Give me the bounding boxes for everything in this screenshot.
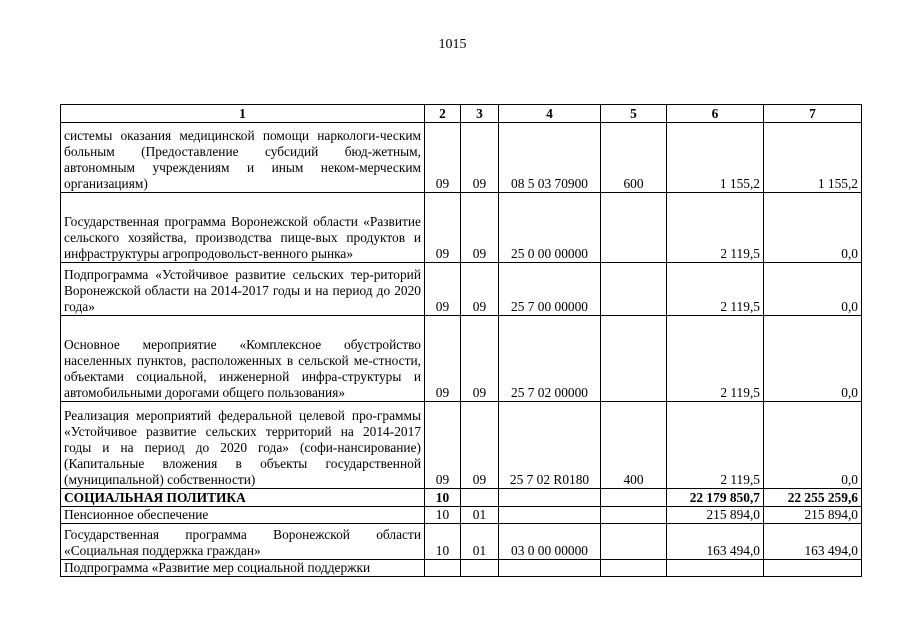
cell-amount-6: 163 494,0 [667, 524, 764, 560]
cell-target-article: 03 0 00 00000 [499, 524, 601, 560]
cell-section: 10 [425, 489, 461, 507]
cell-expense-type: 400 [601, 402, 667, 489]
cell-section: 09 [425, 193, 461, 263]
cell-amount-6: 22 179 850,7 [667, 489, 764, 507]
cell-expense-type [601, 193, 667, 263]
cell-section: 09 [425, 123, 461, 193]
cell-amount-6: 2 119,5 [667, 193, 764, 263]
cell-section: 09 [425, 263, 461, 316]
cell-subsection [461, 560, 499, 577]
column-header: 1 [61, 105, 425, 123]
row-name: Государственная программа Воронежской области «Развитие сельского хозяйства, производства пище-вых продуктов и инфраструктуры агропродовольст-венного рынка» [61, 193, 425, 263]
cell-amount-7: 215 894,0 [764, 507, 862, 524]
column-header: 6 [667, 105, 764, 123]
table-row [61, 123, 862, 193]
cell-target-article: 25 7 00 00000 [499, 263, 601, 316]
cell-section [425, 560, 461, 577]
row-name: Подпрограмма «Устойчивое развитие сельских тер-риторий Воронежской области на 2014-2017 годы и на период до 2020 года» [61, 263, 425, 316]
cell-expense-type [601, 507, 667, 524]
cell-amount-6: 1 155,2 [667, 123, 764, 193]
cell-target-article: 25 7 02 R0180 [499, 402, 601, 489]
cell-subsection: 09 [461, 193, 499, 263]
cell-target-article [499, 507, 601, 524]
cell-amount-6 [667, 560, 764, 577]
cell-expense-type [601, 560, 667, 577]
cell-target-article: 25 0 00 00000 [499, 193, 601, 263]
column-header: 3 [461, 105, 499, 123]
cell-subsection: 09 [461, 402, 499, 489]
table-row [61, 489, 862, 507]
cell-section: 10 [425, 507, 461, 524]
cell-expense-type [601, 489, 667, 507]
cell-subsection: 09 [461, 123, 499, 193]
table-row [61, 524, 862, 560]
row-name: СОЦИАЛЬНАЯ ПОЛИТИКА [61, 489, 425, 507]
table-row [61, 507, 862, 524]
cell-amount-7: 0,0 [764, 316, 862, 402]
table-row [61, 560, 862, 577]
cell-amount-7: 163 494,0 [764, 524, 862, 560]
column-header: 7 [764, 105, 862, 123]
cell-amount-7: 0,0 [764, 263, 862, 316]
budget-table [60, 104, 862, 577]
cell-section: 10 [425, 524, 461, 560]
row-name: системы оказания медицинской помощи наркологи-ческим больным (Предоставление субсидий бюд-жетным, автономным учреждениям и иным неком-мерческим организациям) [61, 123, 425, 193]
table-row [61, 316, 862, 402]
cell-section: 09 [425, 402, 461, 489]
row-name: Реализация мероприятий федеральной целевой про-граммы «Устойчивое развитие сельских территорий на 2014-2017 годы и на период до 2020 года» (софи-нансирование) (Капитальные вложения в объекты государственной (муниципальной) собственности) [61, 402, 425, 489]
table-row [61, 193, 862, 263]
cell-target-article: 08 5 03 70900 [499, 123, 601, 193]
cell-amount-7 [764, 560, 862, 577]
cell-target-article [499, 560, 601, 577]
cell-amount-6: 2 119,5 [667, 263, 764, 316]
row-name: Основное мероприятие «Комплексное обустройство населенных пунктов, расположенных в сельской ме-стности, объектами социальной, инженерной инфра-структуры и автомобильными дорогами общего пользования» [61, 316, 425, 402]
cell-expense-type [601, 263, 667, 316]
column-header: 4 [499, 105, 601, 123]
cell-amount-7: 1 155,2 [764, 123, 862, 193]
cell-amount-6: 2 119,5 [667, 316, 764, 402]
cell-expense-type: 600 [601, 123, 667, 193]
cell-target-article: 25 7 02 00000 [499, 316, 601, 402]
row-name: Подпрограмма «Развитие мер социальной поддержки [61, 560, 425, 577]
column-header: 5 [601, 105, 667, 123]
page-number: 1015 [438, 37, 467, 52]
cell-subsection: 01 [461, 507, 499, 524]
cell-expense-type [601, 316, 667, 402]
cell-section: 09 [425, 316, 461, 402]
cell-amount-7: 0,0 [764, 193, 862, 263]
cell-subsection [461, 489, 499, 507]
cell-expense-type [601, 524, 667, 560]
table-row [61, 263, 862, 316]
column-header: 2 [425, 105, 461, 123]
cell-amount-6: 2 119,5 [667, 402, 764, 489]
cell-subsection: 09 [461, 263, 499, 316]
table-header-row [61, 105, 862, 123]
cell-amount-7: 22 255 259,6 [764, 489, 862, 507]
cell-subsection: 01 [461, 524, 499, 560]
row-name: Государственная программа Воронежской области «Социальная поддержка граждан» [61, 524, 425, 560]
cell-target-article [499, 489, 601, 507]
cell-amount-7: 0,0 [764, 402, 862, 489]
cell-amount-6: 215 894,0 [667, 507, 764, 524]
row-name: Пенсионное обеспечение [61, 507, 425, 524]
cell-subsection: 09 [461, 316, 499, 402]
table-row [61, 402, 862, 489]
